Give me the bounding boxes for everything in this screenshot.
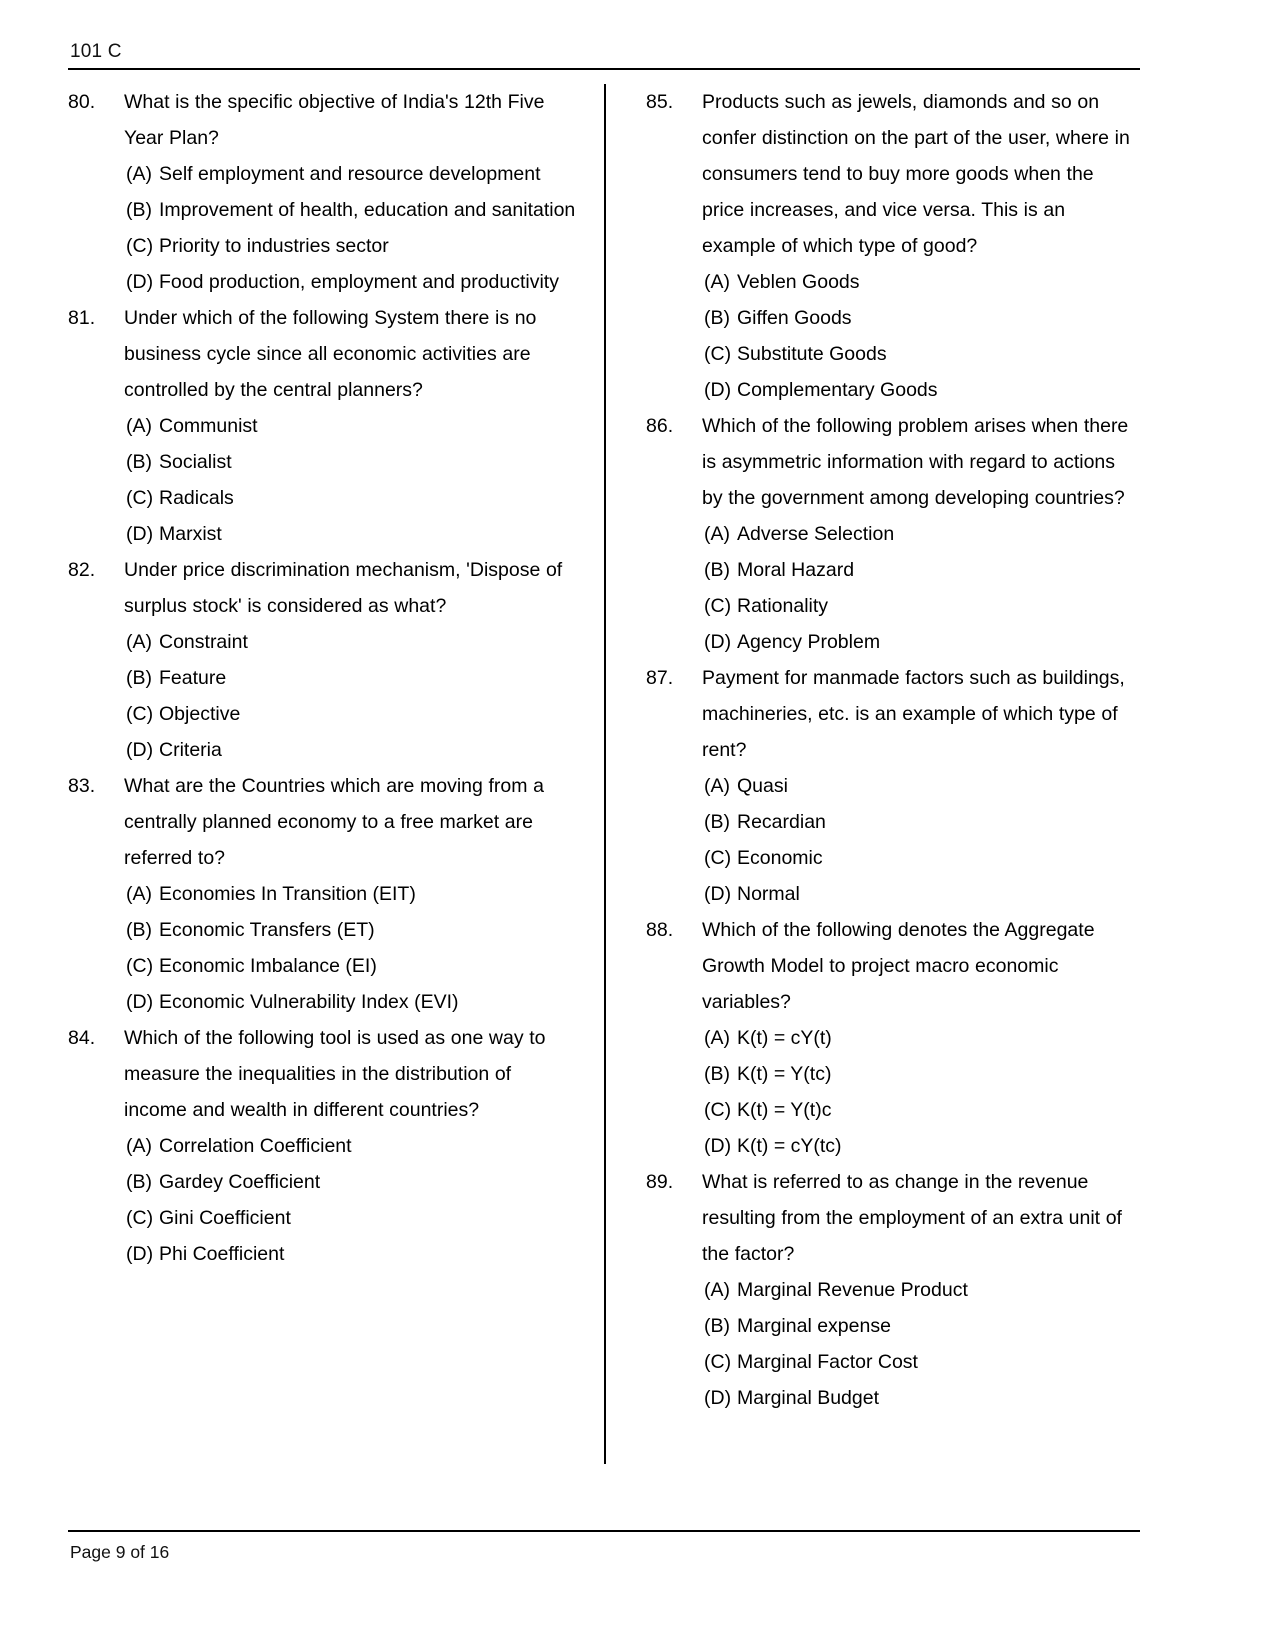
option-key: (C) [704,847,732,869]
option-item[interactable] [124,192,576,228]
question-number: 80. [68,91,96,113]
option-text: Economic Transfers (ET) [159,919,375,941]
option-text: Normal [737,883,800,905]
option-item[interactable] [124,732,576,768]
option-item[interactable] [124,876,576,912]
option-list [702,264,1140,408]
option-text: Correlation Coefficient [159,1135,352,1157]
option-text: Self employment and resource development [159,163,541,185]
question-number: 89. [646,1171,674,1193]
question-block [68,768,576,1020]
option-key: (D) [126,739,154,761]
option-item[interactable] [702,624,1140,660]
option-item[interactable] [124,408,576,444]
option-item[interactable] [702,516,1140,552]
question-block [68,552,576,768]
option-text: Marginal Revenue Product [737,1279,968,1301]
option-item[interactable] [124,480,576,516]
option-item[interactable] [702,804,1140,840]
option-key: (D) [704,1135,732,1157]
page-footer [68,1530,1140,1563]
option-item[interactable] [702,1056,1140,1092]
option-item[interactable] [124,228,576,264]
option-key: (B) [704,1315,730,1337]
option-item[interactable] [124,912,576,948]
option-item[interactable] [124,516,576,552]
option-list [124,156,576,300]
question-stem: Products such as jewels, diamonds and so on confer distinction on the part of the user, where in consumers tend to buy more goods when the price increases, and vice versa. This is an example of which type of good? [702,91,1130,257]
option-key: (D) [126,1243,154,1265]
option-key: (C) [126,1207,154,1229]
option-key: (A) [126,415,152,437]
question-number: 82. [68,559,96,581]
option-key: (C) [704,595,732,617]
option-key: (D) [126,271,154,293]
question-block [68,1020,576,1272]
option-text: Rationality [737,595,829,617]
option-key: (A) [704,1027,730,1049]
question-stem: Which of the following denotes the Aggregate Growth Model to project macro economic variables? [702,919,1095,1013]
option-item[interactable] [124,1128,576,1164]
option-text: Quasi [737,775,788,797]
option-text: Agency Problem [737,631,881,653]
option-text: K(t) = Y(t)c [737,1099,832,1121]
option-list [124,1128,576,1272]
question-block [646,84,1140,408]
question-columns [68,84,1140,1464]
option-key: (D) [704,883,732,905]
option-item[interactable] [124,264,576,300]
option-item[interactable] [124,984,576,1020]
question-stem: Under which of the following System there is no business cycle since all economic activities are controlled by the central planners? [124,307,537,401]
booklet-code: 101 C [70,41,122,62]
option-item[interactable] [124,444,576,480]
option-key: (D) [704,1387,732,1409]
question-block [646,660,1140,912]
option-text: Communist [159,415,258,437]
option-key: (A) [704,775,730,797]
option-key: (C) [126,955,154,977]
option-key: (A) [704,523,730,545]
option-item[interactable] [124,1164,576,1200]
question-stem: What is the specific objective of India's 12th Five Year Plan? [124,91,545,149]
question-body [702,408,1140,660]
question-stem: Payment for manmade factors such as buildings, machineries, etc. is an example of which type of rent? [702,667,1125,761]
option-key: (A) [126,1135,152,1157]
option-key: (B) [126,1171,152,1193]
question-number: 83. [68,775,96,797]
option-text: K(t) = Y(tc) [737,1063,832,1085]
option-list [124,408,576,552]
option-item[interactable] [702,1308,1140,1344]
right-column [604,84,1140,1464]
option-text: Substitute Goods [737,343,887,365]
option-list [124,876,576,1020]
option-text: Economies In Transition (EIT) [159,883,416,905]
header-divider-rule [68,68,1140,70]
question-body [124,768,576,1020]
option-item[interactable] [702,336,1140,372]
option-text: Giffen Goods [737,307,852,329]
option-item[interactable] [124,156,576,192]
option-text: Adverse Selection [737,523,895,545]
option-key: (A) [126,883,152,905]
option-text: Phi Coefficient [159,1243,285,1265]
option-item[interactable] [124,1200,576,1236]
option-key: (B) [126,199,152,221]
option-text: Gini Coefficient [159,1207,291,1229]
option-list [702,516,1140,660]
option-text: Socialist [159,451,232,473]
option-text: Feature [159,667,227,689]
option-text: Improvement of health, education and sanitation [159,199,576,221]
option-key: (C) [704,1351,732,1373]
option-key: (C) [126,703,154,725]
question-body [702,912,1140,1164]
question-body [702,1164,1140,1416]
option-key: (B) [126,667,152,689]
option-text: Food production, employment and productivity [159,271,559,293]
option-item[interactable] [702,372,1140,408]
question-body [124,552,576,768]
option-list [702,1020,1140,1164]
option-item[interactable] [702,1128,1140,1164]
question-block [68,84,576,300]
option-item[interactable] [124,1236,576,1272]
option-key: (A) [704,1279,730,1301]
question-body [124,300,576,552]
option-item[interactable] [702,768,1140,804]
option-list [702,768,1140,912]
option-key: (C) [704,343,732,365]
question-number: 85. [646,91,674,113]
option-key: (B) [704,559,730,581]
option-text: Objective [159,703,241,725]
option-key: (D) [704,631,732,653]
option-text: Economic [737,847,823,869]
option-key: (B) [126,451,152,473]
option-item[interactable] [702,1092,1140,1128]
question-stem: Under price discrimination mechanism, 'Dispose of surplus stock' is considered as what? [124,559,563,617]
page-number-label: Page 9 of 16 [70,1542,170,1562]
option-key: (A) [126,163,152,185]
option-text: Criteria [159,739,222,761]
option-text: Marginal Budget [737,1387,880,1409]
question-block [646,1164,1140,1416]
option-text: Marginal expense [737,1315,891,1337]
option-item[interactable] [702,1272,1140,1308]
option-text: Veblen Goods [737,271,860,293]
option-text: Moral Hazard [737,559,855,581]
question-block [646,912,1140,1164]
option-list [702,1272,1140,1416]
footer-divider-rule [68,1530,1140,1532]
option-item[interactable] [702,552,1140,588]
option-key: (C) [704,1099,732,1121]
option-text: Priority to industries sector [159,235,389,257]
option-text: Recardian [737,811,826,833]
option-item[interactable] [702,876,1140,912]
option-item[interactable] [124,948,576,984]
option-key: (C) [126,487,154,509]
option-text: Constraint [159,631,248,653]
question-body [702,84,1140,408]
option-item[interactable] [124,696,576,732]
option-text: Complementary Goods [737,379,938,401]
question-number: 81. [68,307,96,329]
option-item[interactable] [702,588,1140,624]
option-item[interactable] [702,1344,1140,1380]
option-text: Marxist [159,523,222,545]
option-item[interactable] [124,660,576,696]
option-key: (B) [704,811,730,833]
question-number: 88. [646,919,674,941]
option-key: (D) [126,991,154,1013]
question-stem: Which of the following problem arises when there is asymmetric information with regard to actions by the government among developing countries? [702,415,1129,509]
question-body [124,84,576,300]
option-item[interactable] [702,300,1140,336]
option-key: (D) [126,523,154,545]
question-number: 84. [68,1027,96,1049]
option-text: Radicals [159,487,234,509]
page-header [68,40,1140,70]
option-text: K(t) = cY(t) [737,1027,832,1049]
option-key: (C) [126,235,154,257]
question-body [702,660,1140,912]
question-block [68,300,576,552]
option-item[interactable] [702,264,1140,300]
option-item[interactable] [702,840,1140,876]
option-key: (B) [704,1063,730,1085]
option-list [124,624,576,768]
question-number: 87. [646,667,674,689]
option-key: (A) [126,631,152,653]
option-text: K(t) = cY(tc) [737,1135,842,1157]
option-key: (B) [704,307,730,329]
question-stem: What is referred to as change in the revenue resulting from the employment of an extra unit of the factor? [702,1171,1122,1265]
option-key: (A) [704,271,730,293]
left-column [68,84,604,1464]
option-item[interactable] [124,624,576,660]
question-body [124,1020,576,1272]
option-item[interactable] [702,1380,1140,1416]
option-text: Economic Vulnerability Index (EVI) [159,991,459,1013]
question-number: 86. [646,415,674,437]
option-text: Marginal Factor Cost [737,1351,918,1373]
option-text: Economic Imbalance (EI) [159,955,377,977]
question-block [646,408,1140,660]
option-text: Gardey Coefficient [159,1171,321,1193]
question-stem: What are the Countries which are moving from a centrally planned economy to a free market are referred to? [124,775,544,869]
option-item[interactable] [702,1020,1140,1056]
question-stem: Which of the following tool is used as one way to measure the inequalities in the distribution of income and wealth in different countries? [124,1027,546,1121]
option-key: (D) [704,379,732,401]
option-key: (B) [126,919,152,941]
